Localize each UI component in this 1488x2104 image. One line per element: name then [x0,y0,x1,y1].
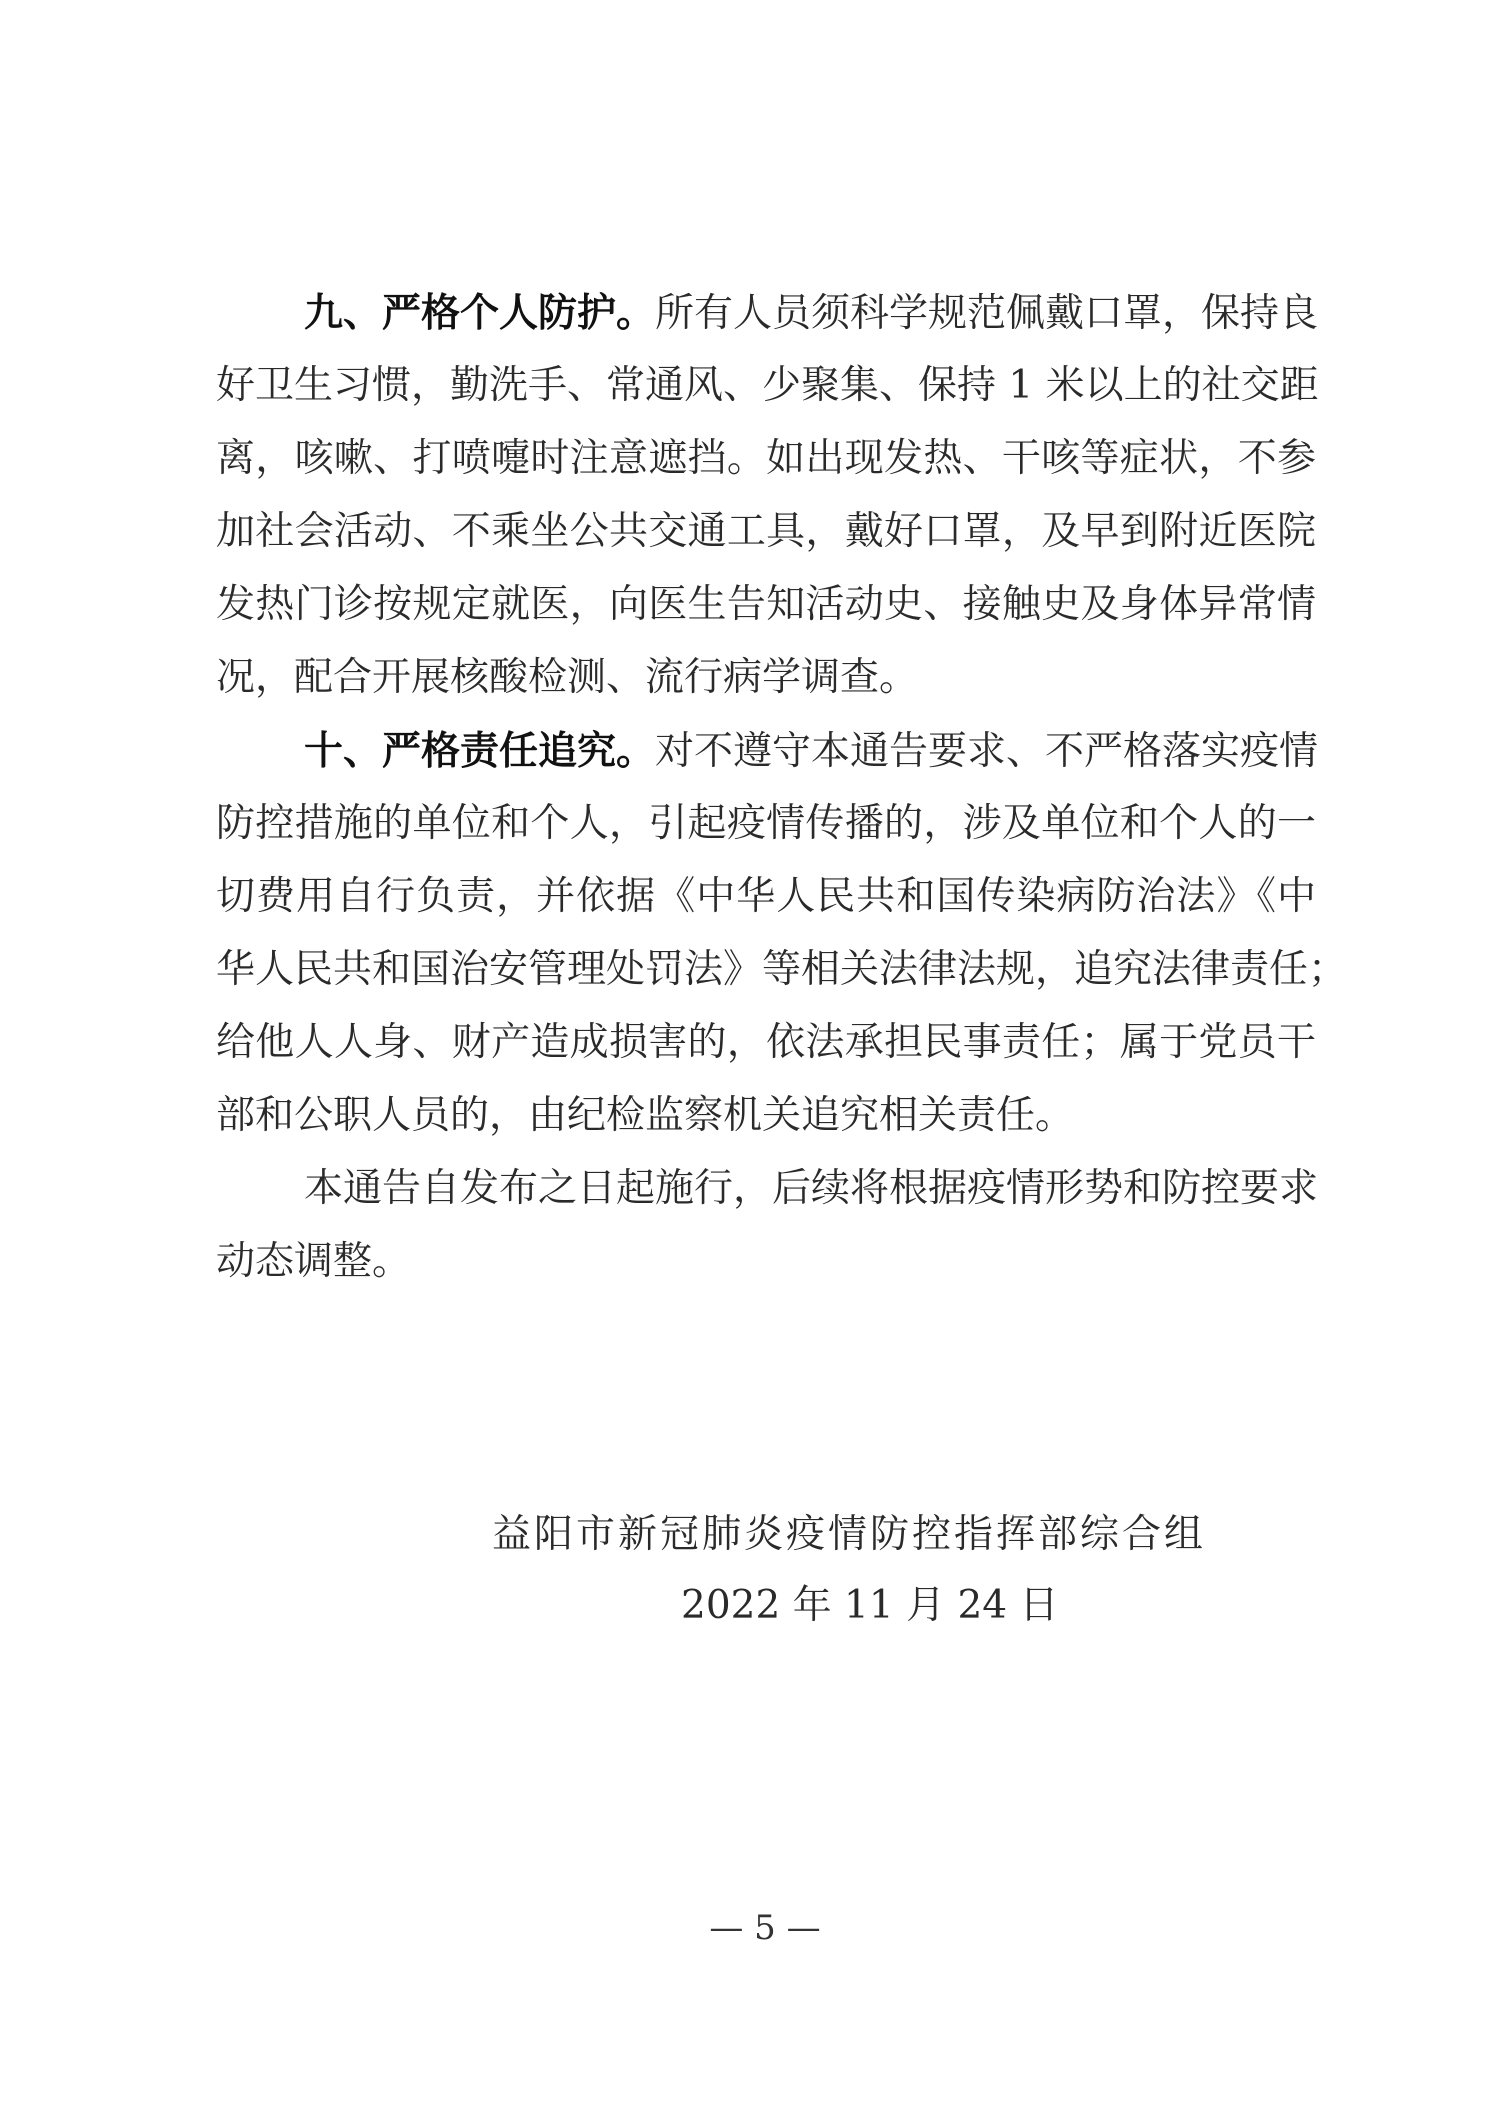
issuing-organization: 益阳市新冠肺炎疫情防控指挥部综合组 [492,1512,1207,1557]
section-heading: 九、严格个人防护。 [304,290,656,336]
paragraph-line: 防控措施的单位和个人，引起疫情传播的，涉及单位和个人的一 [216,801,1316,846]
section-heading: 十、严格责任追究。 [304,728,656,774]
paragraph-line: 动态调整。 [216,1239,412,1284]
paragraph-line: 部和公职人员的，由纪检监察机关追究相关责任。 [216,1093,1075,1138]
paragraph-line: 好卫生习惯，勤洗手、常通风、少聚集、保持 1 米以上的社交距 [216,363,1319,408]
line-text: 对不遵守本通告要求、不严格落实疫情 [655,729,1319,774]
paragraph-line: 给他人人身、财产造成损害的，依法承担民事责任；属于党员干 [216,1020,1316,1065]
paragraph-line: 切费用自行负责，并依据《中华人民共和国传染病防治法》《中 [216,874,1316,919]
page-number: — 5 — [709,1908,821,1948]
issue-date: 2022 年 11 月 24 日 [681,1583,1059,1628]
paragraph-line: 况，配合开展核酸检测、流行病学调查。 [216,655,919,700]
paragraph-line: 发热门诊按规定就医，向医生告知活动史、接触史及身体异常情 [216,582,1316,627]
line-text: 所有人员须科学规范佩戴口罩，保持良 [655,291,1319,336]
paragraph-line: 离，咳嗽、打喷嚏时注意遮挡。如出现发热、干咳等症状，不参 [216,436,1316,481]
paragraph-line [304,726,1319,776]
paragraph-line: 华人民共和国治安管理处罚法》等相关法律法规，追究法律责任； [216,947,1348,992]
paragraph-line [304,288,1319,338]
paragraph-line: 加社会活动、不乘坐公共交通工具，戴好口罩，及早到附近医院 [216,509,1316,554]
paragraph-line: 本通告自发布之日起施行，后续将根据疫情形势和防控要求 [304,1166,1319,1211]
